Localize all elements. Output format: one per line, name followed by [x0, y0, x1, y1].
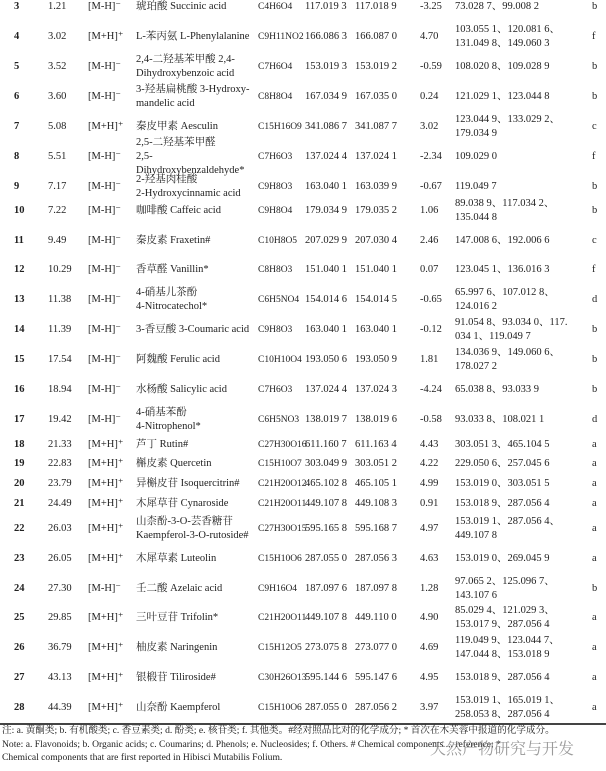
- ion-mode: [M-H]⁻: [88, 61, 121, 72]
- measured-mass: 595.147 6: [355, 672, 397, 683]
- retention-time: 23.79: [48, 478, 72, 489]
- compound-number: 3: [14, 1, 20, 12]
- retention-time: 26.05: [48, 553, 72, 564]
- mass-error: 3.97: [420, 702, 439, 713]
- compound-name: 芦丁 Rutin#: [136, 439, 189, 450]
- ion-mode: [M+H]⁺: [88, 672, 124, 683]
- compound-number: 18: [14, 439, 25, 450]
- measured-mass: 207.030 4: [355, 235, 397, 246]
- fragment-ions: 123.045 1、136.016 3: [455, 264, 550, 275]
- fragment-ions: 65.997 6、107.012 8、 124.016 2: [455, 287, 555, 312]
- compound-class: a: [592, 498, 597, 509]
- compound-number: 11: [14, 235, 24, 246]
- ion-mode: [M-H]⁻: [88, 1, 121, 12]
- mass-error: 4.99: [420, 478, 439, 489]
- fragment-ions: 119.049 9、123.044 7、 147.044 8、153.018 9: [455, 635, 560, 660]
- fragment-ions: 229.050 6、257.045 6: [455, 458, 550, 469]
- measured-mass: 449.108 3: [355, 498, 397, 509]
- compound-number: 24: [14, 583, 25, 594]
- compound-number: 22: [14, 523, 25, 534]
- mass-error: -0.12: [420, 324, 442, 335]
- mass-error: 1.28: [420, 583, 439, 594]
- fragment-ions: 103.055 1、120.081 6、 131.049 8、149.060 3: [455, 24, 560, 49]
- molecular-formula: C15H10O6: [258, 703, 302, 713]
- fragment-ions: 93.033 8、108.021 1: [455, 414, 545, 425]
- mass-error: 4.22: [420, 458, 439, 469]
- retention-time: 11.39: [48, 324, 72, 335]
- measured-mass: 117.018 9: [355, 1, 397, 12]
- compound-number: 26: [14, 642, 25, 653]
- molecular-formula: C21H20O11: [258, 499, 307, 509]
- compound-name: 木犀草素 Luteolin: [136, 553, 217, 564]
- molecular-formula: C15H10O6: [258, 554, 302, 564]
- molecular-formula: C6H5NO4: [258, 295, 300, 305]
- fragment-ions: 303.051 3、465.104 5: [455, 439, 550, 450]
- theoretical-mass: 154.014 6: [305, 294, 347, 305]
- ion-mode: [M-H]⁻: [88, 264, 121, 275]
- molecular-formula: C9H16O4: [258, 584, 298, 594]
- measured-mass: 179.035 2: [355, 205, 397, 216]
- compound-class: c: [592, 121, 597, 132]
- measured-mass: 449.110 0: [355, 612, 397, 623]
- fragment-ions: 134.036 9、149.060 6、 178.027 2: [455, 347, 560, 372]
- measured-mass: 611.163 4: [355, 439, 397, 450]
- molecular-formula: C8H8O3: [258, 265, 293, 275]
- measured-mass: 137.024 1: [355, 151, 397, 162]
- molecular-formula: C21H20O11: [258, 613, 307, 623]
- compound-number: 14: [14, 324, 25, 335]
- compound-number: 7: [14, 121, 20, 132]
- compound-name: 木犀草苷 Cynaroside: [136, 498, 229, 509]
- fragment-ions: 121.029 1、123.044 8: [455, 91, 550, 102]
- theoretical-mass: 163.040 1: [305, 181, 347, 192]
- compound-number: 13: [14, 294, 25, 305]
- compound-number: 5: [14, 61, 20, 72]
- retention-time: 21.33: [48, 439, 72, 450]
- measured-mass: 167.035 0: [355, 91, 397, 102]
- mass-error: -2.34: [420, 151, 442, 162]
- compound-name: 4-硝基苯酚 4-Nitrophenol*: [136, 407, 201, 432]
- retention-time: 36.79: [48, 642, 72, 653]
- retention-time: 24.49: [48, 498, 72, 509]
- molecular-formula: C15H16O9: [258, 122, 302, 132]
- retention-time: 5.08: [48, 121, 67, 132]
- mass-error: 1.06: [420, 205, 439, 216]
- retention-time: 9.49: [48, 235, 67, 246]
- mass-error: 0.07: [420, 264, 439, 275]
- ion-mode: [M+H]⁺: [88, 478, 124, 489]
- compound-class: b: [592, 1, 598, 12]
- compound-class: b: [592, 384, 598, 395]
- compound-number: 12: [14, 264, 25, 275]
- compound-name: L-苯丙氨 L-Phenylalanine: [136, 31, 250, 42]
- retention-time: 27.30: [48, 583, 72, 594]
- compound-name: 银椴苷 Tiliroside#: [136, 672, 216, 683]
- theoretical-mass: 137.024 4: [305, 151, 347, 162]
- fragment-ions: 97.065 2、125.096 7、 143.107 6: [455, 576, 555, 601]
- molecular-formula: C10H8O5: [258, 236, 298, 246]
- mass-error: 4.95: [420, 672, 439, 683]
- theoretical-mass: 287.055 0: [305, 702, 347, 713]
- fragment-ions: 153.019 0、303.051 5: [455, 478, 550, 489]
- compound-class: a: [592, 458, 597, 469]
- ion-mode: [M-H]⁻: [88, 235, 121, 246]
- theoretical-mass: 137.024 4: [305, 384, 347, 395]
- measured-mass: 154.014 5: [355, 294, 397, 305]
- measured-mass: 138.019 6: [355, 414, 397, 425]
- molecular-formula: C21H20O12: [258, 479, 307, 489]
- molecular-formula: C9H8O3: [258, 325, 293, 335]
- mass-error: 4.97: [420, 523, 439, 534]
- molecular-formula: C9H8O4: [258, 206, 293, 216]
- ion-mode: [M-H]⁻: [88, 205, 121, 216]
- molecular-formula: C9H8O3: [258, 182, 293, 192]
- measured-mass: 137.024 3: [355, 384, 397, 395]
- compound-class: b: [592, 205, 598, 216]
- ion-mode: [M-H]⁻: [88, 324, 121, 335]
- ion-mode: [M+H]⁺: [88, 458, 124, 469]
- measured-mass: 465.105 1: [355, 478, 397, 489]
- compound-class: a: [592, 523, 597, 534]
- mass-error: -0.65: [420, 294, 442, 305]
- mass-error: 3.02: [420, 121, 439, 132]
- theoretical-mass: 163.040 1: [305, 324, 347, 335]
- compound-class: a: [592, 642, 597, 653]
- measured-mass: 303.051 2: [355, 458, 397, 469]
- measured-mass: 287.056 3: [355, 553, 397, 564]
- theoretical-mass: 303.049 9: [305, 458, 347, 469]
- retention-time: 3.02: [48, 31, 67, 42]
- compound-class: d: [592, 414, 598, 425]
- ion-mode: [M-H]⁻: [88, 91, 121, 102]
- theoretical-mass: 153.019 3: [305, 61, 347, 72]
- ion-mode: [M-H]⁻: [88, 384, 121, 395]
- retention-time: 1.21: [48, 1, 67, 12]
- compound-number: 4: [14, 31, 20, 42]
- fragment-ions: 108.020 8、109.028 9: [455, 61, 550, 72]
- theoretical-mass: 273.075 8: [305, 642, 347, 653]
- retention-time: 17.54: [48, 354, 72, 365]
- molecular-formula: C7H6O3: [258, 385, 293, 395]
- mass-error: 1.81: [420, 354, 439, 365]
- compound-name: 2-羟基肉桂酸 2-Hydroxycinnamic acid: [136, 174, 241, 199]
- theoretical-mass: 341.086 7: [305, 121, 347, 132]
- retention-time: 11.38: [48, 294, 72, 305]
- compound-name: 异槲皮苷 Isoquercitrin#: [136, 478, 240, 489]
- mass-error: -4.24: [420, 384, 442, 395]
- molecular-formula: C6H5NO3: [258, 415, 300, 425]
- compound-number: 19: [14, 458, 25, 469]
- molecular-formula: C30H26O13: [258, 673, 307, 683]
- measured-mass: 166.087 0: [355, 31, 397, 42]
- fragment-ions: 91.054 8、93.034 0、117. 034 1、119.049 7: [455, 317, 568, 342]
- measured-mass: 151.040 1: [355, 264, 397, 275]
- theoretical-mass: 465.102 8: [305, 478, 347, 489]
- compound-name: 山奈酚 Kaempferol: [136, 702, 221, 713]
- compound-name: 3-羟基扁桃酸 3-Hydroxy- mandelic acid: [136, 84, 250, 109]
- compound-class: f: [592, 264, 596, 275]
- ion-mode: [M+H]⁺: [88, 553, 124, 564]
- compound-class: a: [592, 439, 597, 450]
- compound-class: b: [592, 324, 598, 335]
- note-chinese: 注: a. 黄酮类; b. 有机酸类; c. 香豆素类; d. 酚类; e. 核苷类; f. 其他类。#经对照品比对的化学成分; * 首次在木芙蓉中报道的化学成分。: [2, 725, 555, 736]
- compound-name: 琥珀酸 Succinic acid: [136, 1, 227, 12]
- theoretical-mass: 151.040 1: [305, 264, 347, 275]
- molecular-formula: C15H12O5: [258, 643, 302, 653]
- measured-mass: 163.039 9: [355, 181, 397, 192]
- retention-time: 5.51: [48, 151, 67, 162]
- compound-class: f: [592, 31, 596, 42]
- mass-error: -0.67: [420, 181, 442, 192]
- molecular-formula: C15H10O7: [258, 459, 302, 469]
- fragment-ions: 153.019 1、287.056 4、 449.107 8: [455, 516, 560, 541]
- compound-name: 2,5-二羟基苯甲醛 2,5-Dihydroxybenzaldehyde*: [136, 137, 245, 176]
- fragment-ions: 89.038 9、117.034 2、 135.044 8: [455, 198, 555, 223]
- compound-name: 香草醛 Vanillin*: [136, 264, 209, 275]
- retention-time: 26.03: [48, 523, 72, 534]
- measured-mass: 273.077 0: [355, 642, 397, 653]
- compound-name: 4-硝基儿茶酚 4-Nitrocatechol*: [136, 287, 208, 312]
- molecular-formula: C8H8O4: [258, 92, 293, 102]
- compound-number: 10: [14, 205, 25, 216]
- compound-class: a: [592, 478, 597, 489]
- fragment-ions: 153.019 0、269.045 9: [455, 553, 550, 564]
- retention-time: 3.52: [48, 61, 67, 72]
- fragment-ions: 123.044 9、133.029 2、 179.034 9: [455, 114, 560, 139]
- theoretical-mass: 595.165 8: [305, 523, 347, 534]
- compound-class: b: [592, 91, 598, 102]
- compound-name: 山柰酚-3-O-芸香糖苷 Kaempferol-3-O-rutoside#: [136, 516, 249, 541]
- measured-mass: 595.168 7: [355, 523, 397, 534]
- compound-class: a: [592, 672, 597, 683]
- measured-mass: 187.097 8: [355, 583, 397, 594]
- compound-class: f: [592, 151, 596, 162]
- mass-error: 4.43: [420, 439, 439, 450]
- fragment-ions: 153.018 9、287.056 4: [455, 498, 550, 509]
- compound-name: 秦皮甲素 Aesculin: [136, 121, 218, 132]
- measured-mass: 163.040 1: [355, 324, 397, 335]
- measured-mass: 153.019 2: [355, 61, 397, 72]
- ion-mode: [M-H]⁻: [88, 354, 121, 365]
- ion-mode: [M+H]⁺: [88, 31, 124, 42]
- theoretical-mass: 138.019 7: [305, 414, 347, 425]
- theoretical-mass: 193.050 6: [305, 354, 347, 365]
- ion-mode: [M-H]⁻: [88, 181, 121, 192]
- mass-error: 4.69: [420, 642, 439, 653]
- ion-mode: [M-H]⁻: [88, 151, 121, 162]
- compound-name: 槲皮素 Quercetin: [136, 458, 212, 469]
- compound-class: c: [592, 235, 597, 246]
- measured-mass: 287.056 2: [355, 702, 397, 713]
- compound-number: 16: [14, 384, 25, 395]
- compound-class: a: [592, 702, 597, 713]
- molecular-formula: C4H6O4: [258, 2, 293, 12]
- retention-time: 7.22: [48, 205, 67, 216]
- compound-class: d: [592, 294, 598, 305]
- compound-number: 25: [14, 612, 25, 623]
- mass-error: 0.91: [420, 498, 439, 509]
- mass-error: 4.70: [420, 31, 439, 42]
- retention-time: 22.83: [48, 458, 72, 469]
- watermark-logo: 天然产物研究与开发: [430, 739, 575, 758]
- molecular-formula: C27H30O16: [258, 440, 307, 450]
- ion-mode: [M-H]⁻: [88, 583, 121, 594]
- retention-time: 7.17: [48, 181, 67, 192]
- compound-name: 阿魏酸 Ferulic acid: [136, 354, 220, 365]
- compound-name: 水杨酸 Salicylic acid: [136, 384, 227, 395]
- molecular-formula: C27H30O15: [258, 524, 307, 534]
- compound-number: 28: [14, 702, 25, 713]
- mass-error: -0.58: [420, 414, 442, 425]
- mass-error: 0.24: [420, 91, 439, 102]
- theoretical-mass: 166.086 3: [305, 31, 347, 42]
- compound-class: b: [592, 583, 598, 594]
- retention-time: 3.60: [48, 91, 67, 102]
- fragment-ions: 153.018 9、287.056 4: [455, 672, 550, 683]
- fragment-ions: 73.028 7、99.008 2: [455, 1, 539, 12]
- ion-mode: [M+H]⁺: [88, 702, 124, 713]
- compound-number: 9: [14, 181, 20, 192]
- theoretical-mass: 167.034 9: [305, 91, 347, 102]
- compound-number: 20: [14, 478, 25, 489]
- compound-name: 壬二酸 Azelaic acid: [136, 583, 223, 594]
- theoretical-mass: 449.107 8: [305, 612, 347, 623]
- retention-time: 10.29: [48, 264, 72, 275]
- compound-name: 咖啡酸 Caffeic acid: [136, 205, 221, 216]
- compound-number: 8: [14, 151, 20, 162]
- mass-error: 4.63: [420, 553, 439, 564]
- compound-name: 柚皮素 Naringenin: [136, 642, 218, 653]
- fragment-ions: 153.019 1、165.019 1、 258.053 8、287.056 4: [455, 695, 560, 720]
- compound-class: a: [592, 612, 597, 623]
- theoretical-mass: 611.160 7: [305, 439, 347, 450]
- ion-mode: [M+H]⁺: [88, 498, 124, 509]
- fragment-ions: 147.008 6、192.006 6: [455, 235, 550, 246]
- molecular-formula: C7H6O3: [258, 152, 293, 162]
- theoretical-mass: 187.097 6: [305, 583, 347, 594]
- measured-mass: 341.087 7: [355, 121, 397, 132]
- compound-name: 3-香豆酸 3-Coumaric acid: [136, 324, 250, 335]
- ion-mode: [M+H]⁺: [88, 523, 124, 534]
- compound-class: b: [592, 354, 598, 365]
- theoretical-mass: 117.019 3: [305, 1, 347, 12]
- note-english: Note: a. Flavonoids; b. Organic acids; c. Coumarins; d. Phenols; e. Nucleosides; f. Others. # Chemical components ... reference; *: [2, 739, 501, 750]
- compound-name: 2,4-二羟基苯甲酸 2,4- Dihydroxybenzoic acid: [136, 54, 235, 79]
- theoretical-mass: 287.055 0: [305, 553, 347, 564]
- ion-mode: [M-H]⁻: [88, 294, 121, 305]
- retention-time: 43.13: [48, 672, 72, 683]
- compound-number: 21: [14, 498, 25, 509]
- fragment-ions: 109.029 0: [455, 151, 497, 162]
- molecular-formula: C7H6O4: [258, 62, 293, 72]
- retention-time: 44.39: [48, 702, 72, 713]
- mass-error: -3.25: [420, 1, 442, 12]
- compound-class: b: [592, 181, 598, 192]
- fragment-ions: 65.038 8、93.033 9: [455, 384, 539, 395]
- compound-number: 17: [14, 414, 25, 425]
- compound-number: 27: [14, 672, 25, 683]
- retention-time: 18.94: [48, 384, 72, 395]
- molecular-formula: C10H10O4: [258, 355, 302, 365]
- fragment-ions: 119.049 7: [455, 181, 497, 192]
- compound-number: 23: [14, 553, 25, 564]
- mass-error: -0.59: [420, 61, 442, 72]
- compound-class: b: [592, 61, 598, 72]
- theoretical-mass: 449.107 8: [305, 498, 347, 509]
- ion-mode: [M+H]⁺: [88, 439, 124, 450]
- theoretical-mass: 179.034 9: [305, 205, 347, 216]
- theoretical-mass: 207.029 9: [305, 235, 347, 246]
- theoretical-mass: 595.144 6: [305, 672, 347, 683]
- measured-mass: 193.050 9: [355, 354, 397, 365]
- compound-name: 三叶豆苷 Trifolin*: [136, 612, 219, 623]
- ion-mode: [M+H]⁺: [88, 612, 124, 623]
- retention-time: 29.85: [48, 612, 72, 623]
- molecular-formula: C9H11NO2: [258, 32, 304, 42]
- mass-error: 4.90: [420, 612, 439, 623]
- fragment-ions: 85.029 4、121.029 3、 153.017 9、287.056 4: [455, 605, 555, 630]
- note-english-cont: Chemical components that are first reported in Hibisci Mutabilis Folium.: [2, 752, 283, 763]
- mass-error: 2.46: [420, 235, 439, 246]
- compound-number: 6: [14, 91, 20, 102]
- ion-mode: [M-H]⁻: [88, 414, 121, 425]
- ion-mode: [M+H]⁺: [88, 121, 124, 132]
- retention-time: 19.42: [48, 414, 72, 425]
- compound-name: 秦皮素 Fraxetin#: [136, 235, 211, 246]
- ion-mode: [M+H]⁺: [88, 642, 124, 653]
- compound-class: a: [592, 553, 597, 564]
- compound-number: 15: [14, 354, 25, 365]
